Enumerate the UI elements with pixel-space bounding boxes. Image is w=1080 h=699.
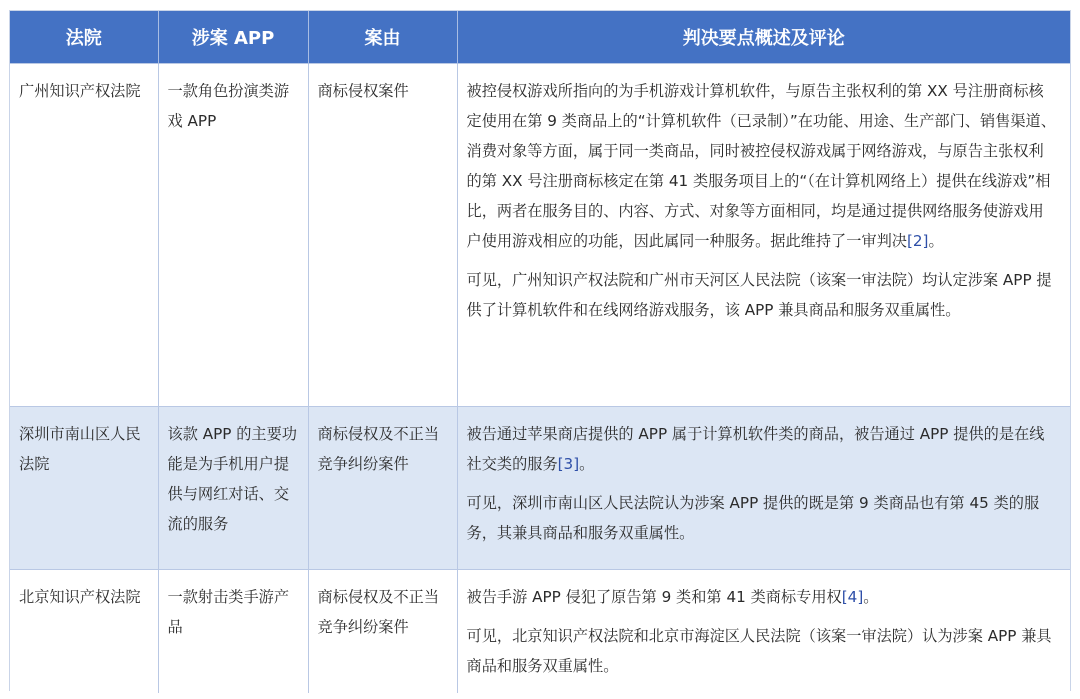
- summary-paragraph: [467, 488, 1063, 548]
- header-court: 法院: [10, 11, 158, 64]
- table-row: [10, 407, 1070, 570]
- summary-text: 被告通过苹果商店提供的 APP 属于计算机软件类的商品，被告通过 APP 提供的是在线社交类的服务: [466, 425, 1045, 473]
- summary-text: 被控侵权游戏所指向的为手机游戏计算机软件，与原告主张权利的第 XX 号注册商标核定使用在第 9 类商品上的“计算机软件（已录制）”在功能、用途、生产部门、销售渠道、消费对象等方面，属于同一类商品，同时被控侵权游戏属于网络游戏，与原告主张权利的第 XX 号注册商标核定在第 41 类服务项目上的“（在计算机网络上）提供在线游戏”相比，两者在服务目的、内容、方式、对象等方面相同，均是通过提供网络服务使游戏用户使用游戏相应的功能，因此属同一种服务。据此维持了一审判决: [466, 82, 1056, 250]
- table-header: [10, 11, 1070, 64]
- citation-ref: [4]: [841, 588, 864, 606]
- summary-paragraph: [467, 582, 1063, 612]
- judgment-table: [9, 10, 1071, 691]
- summary-cell: [457, 570, 1070, 694]
- header-cause: 案由: [308, 11, 457, 64]
- app-cell: 该款 APP 的主要功能是为手机用户提供与网红对话、交流的服务: [158, 407, 308, 570]
- header-row: [10, 11, 1070, 64]
- cause-cell: 商标侵权及不正当竞争纠纷案件: [308, 407, 457, 570]
- app-cell: 一款角色扮演类游戏 APP: [158, 64, 308, 407]
- summary-tail: 。: [928, 232, 944, 250]
- app-cell: 一款射击类手游产品: [158, 570, 308, 694]
- cause-cell: 商标侵权及不正当竞争纠纷案件: [308, 570, 457, 694]
- summary-tail: 。: [863, 588, 879, 606]
- summary-text: 被告手游 APP 侵犯了原告第 9 类和第 41 类商标专用权: [466, 588, 842, 606]
- court-cell: 广州知识产权法院: [10, 64, 158, 407]
- citation-ref: [3]: [557, 455, 580, 473]
- summary-cell: [457, 64, 1070, 407]
- court-cell: 北京知识产权法院: [10, 570, 158, 694]
- summary-text: 可见，北京知识产权法院和北京市海淀区人民法院（该案一审法院）认为涉案 APP 兼具商品和服务双重属性。: [466, 627, 1052, 675]
- header-summary: 判决要点概述及评论: [457, 11, 1070, 64]
- summary-paragraph: [467, 76, 1063, 256]
- judgment-table-grid: [10, 11, 1070, 693]
- table-row: [10, 64, 1070, 407]
- summary-text: 可见，广州知识产权法院和广州市天河区人民法院（该案一审法院）均认定涉案 APP 提供了计算机软件和在线网络游戏服务，该 APP 兼具商品和服务双重属性。: [466, 271, 1052, 319]
- court-cell: 深圳市南山区人民法院: [10, 407, 158, 570]
- summary-paragraph: [467, 265, 1063, 325]
- table-body: [10, 64, 1070, 694]
- citation-ref: [2]: [906, 232, 929, 250]
- summary-text: 可见，深圳市南山区人民法院认为涉案 APP 提供的既是第 9 类商品也有第 45 类的服务，其兼具商品和服务双重属性。: [466, 494, 1040, 542]
- summary-tail: 。: [579, 455, 595, 473]
- table-row: [10, 570, 1070, 694]
- summary-cell: [457, 407, 1070, 570]
- summary-paragraph: [467, 419, 1063, 479]
- summary-paragraph: [467, 621, 1063, 681]
- header-app: 涉案 APP: [158, 11, 308, 64]
- cause-cell: 商标侵权案件: [308, 64, 457, 407]
